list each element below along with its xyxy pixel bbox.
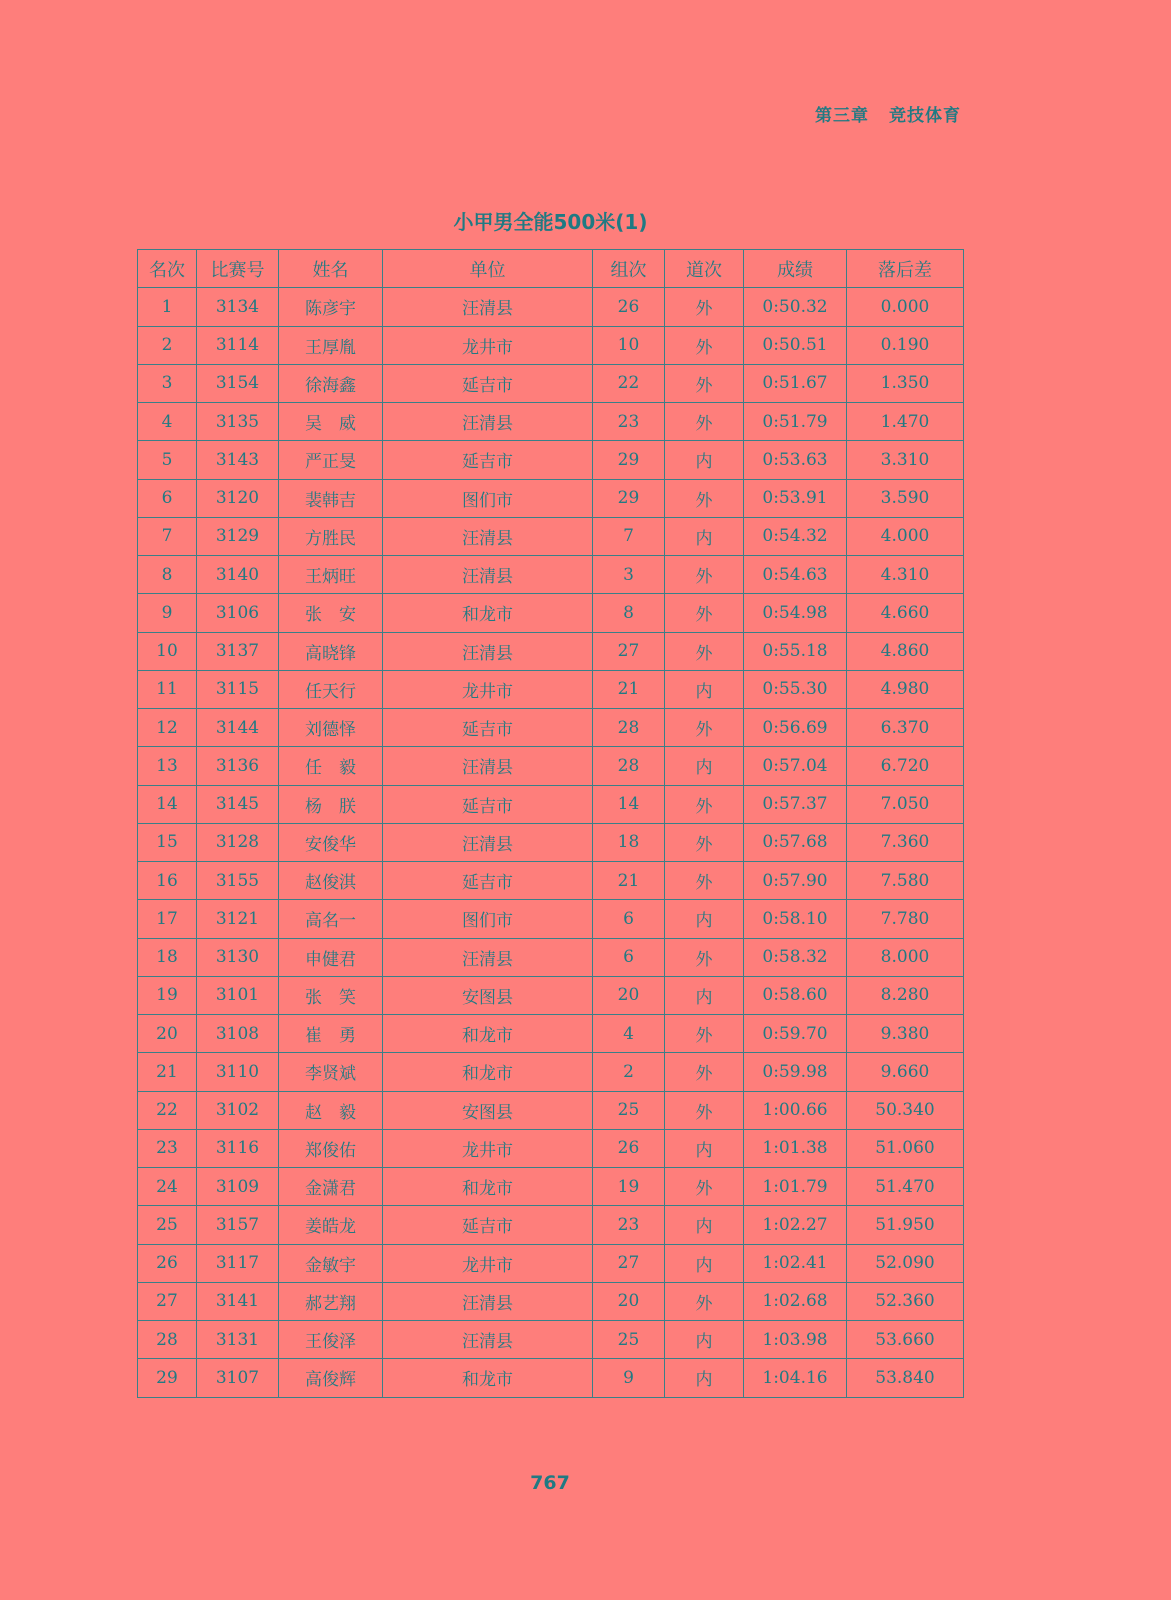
group-cell: 25 xyxy=(593,1091,665,1129)
group-cell: 20 xyxy=(593,1282,665,1320)
gap-cell: 9.660 xyxy=(847,1053,964,1091)
result-cell: 0:58.32 xyxy=(744,938,847,976)
name-cell: 方胜民 xyxy=(279,517,383,555)
unit-cell: 龙井市 xyxy=(383,326,593,364)
name-header: 姓名 xyxy=(279,250,383,288)
table-row xyxy=(138,938,964,976)
result-cell: 0:50.32 xyxy=(744,288,847,326)
unit-cell: 龙井市 xyxy=(383,1129,593,1167)
gap-cell: 51.950 xyxy=(847,1206,964,1244)
lane-cell: 外 xyxy=(665,1091,744,1129)
table-row xyxy=(138,403,964,441)
unit-cell: 和龙市 xyxy=(383,594,593,632)
rank-cell: 24 xyxy=(138,1168,197,1206)
name-cell: 王厚胤 xyxy=(279,326,383,364)
group-cell: 18 xyxy=(593,823,665,861)
gap-cell: 8.000 xyxy=(847,938,964,976)
gap-cell: 7.580 xyxy=(847,862,964,900)
race-number-cell: 3141 xyxy=(197,1282,279,1320)
gap-cell: 8.280 xyxy=(847,976,964,1014)
table-row xyxy=(138,1015,964,1053)
rank-cell: 20 xyxy=(138,1015,197,1053)
result-cell: 0:56.69 xyxy=(744,709,847,747)
race-number-cell: 3109 xyxy=(197,1168,279,1206)
rank-cell: 22 xyxy=(138,1091,197,1129)
unit-cell: 和龙市 xyxy=(383,1168,593,1206)
group-cell: 29 xyxy=(593,441,665,479)
result-cell: 0:57.68 xyxy=(744,823,847,861)
unit-cell: 汪清县 xyxy=(383,823,593,861)
gap-cell: 4.860 xyxy=(847,632,964,670)
race-number-cell: 3110 xyxy=(197,1053,279,1091)
lane-header: 道次 xyxy=(665,250,744,288)
lane-cell: 内 xyxy=(665,517,744,555)
lane-cell: 外 xyxy=(665,556,744,594)
race-number-cell: 3134 xyxy=(197,288,279,326)
lane-cell: 内 xyxy=(665,670,744,708)
result-cell: 0:51.79 xyxy=(744,403,847,441)
unit-cell: 汪清县 xyxy=(383,747,593,785)
group-cell: 26 xyxy=(593,1129,665,1167)
group-cell: 27 xyxy=(593,1244,665,1282)
name-cell: 王俊泽 xyxy=(279,1321,383,1359)
unit-cell: 汪清县 xyxy=(383,556,593,594)
name-cell: 吴 威 xyxy=(279,403,383,441)
table-row xyxy=(138,862,964,900)
table-row xyxy=(138,1206,964,1244)
lane-cell: 外 xyxy=(665,288,744,326)
race-number-cell: 3154 xyxy=(197,364,279,402)
results-table xyxy=(137,249,964,1398)
name-cell: 郝艺翔 xyxy=(279,1282,383,1320)
gap-cell: 53.660 xyxy=(847,1321,964,1359)
rank-cell: 6 xyxy=(138,479,197,517)
group-cell: 8 xyxy=(593,594,665,632)
lane-cell: 外 xyxy=(665,785,744,823)
group-cell: 28 xyxy=(593,709,665,747)
race-number-cell: 3117 xyxy=(197,1244,279,1282)
group-cell: 9 xyxy=(593,1359,665,1397)
unit-cell: 安图县 xyxy=(383,1091,593,1129)
unit-cell: 汪清县 xyxy=(383,1282,593,1320)
rank-cell: 11 xyxy=(138,670,197,708)
group-cell: 10 xyxy=(593,326,665,364)
name-cell: 高俊辉 xyxy=(279,1359,383,1397)
rank-cell: 23 xyxy=(138,1129,197,1167)
rank-cell: 4 xyxy=(138,403,197,441)
result-cell: 0:54.98 xyxy=(744,594,847,632)
group-cell: 3 xyxy=(593,556,665,594)
table-row xyxy=(138,517,964,555)
name-cell: 严正旻 xyxy=(279,441,383,479)
unit-cell: 龙井市 xyxy=(383,670,593,708)
name-cell: 陈彦宇 xyxy=(279,288,383,326)
header-row xyxy=(138,250,964,288)
unit-cell: 汪清县 xyxy=(383,1321,593,1359)
race-number-cell: 3137 xyxy=(197,632,279,670)
race-number-cell: 3128 xyxy=(197,823,279,861)
result-cell: 0:54.63 xyxy=(744,556,847,594)
lane-cell: 外 xyxy=(665,823,744,861)
rank-cell: 13 xyxy=(138,747,197,785)
rank-cell: 5 xyxy=(138,441,197,479)
unit-cell: 延吉市 xyxy=(383,785,593,823)
lane-cell: 内 xyxy=(665,441,744,479)
result-header: 成绩 xyxy=(744,250,847,288)
table-row xyxy=(138,288,964,326)
rank-cell: 1 xyxy=(138,288,197,326)
rank-cell: 29 xyxy=(138,1359,197,1397)
table-row xyxy=(138,976,964,1014)
table-row xyxy=(138,632,964,670)
lane-cell: 内 xyxy=(665,1359,744,1397)
race-number-cell: 3145 xyxy=(197,785,279,823)
group-cell: 29 xyxy=(593,479,665,517)
table-row xyxy=(138,747,964,785)
race-number-cell: 3101 xyxy=(197,976,279,1014)
result-cell: 0:50.51 xyxy=(744,326,847,364)
name-cell: 申健君 xyxy=(279,938,383,976)
name-cell: 郑俊佑 xyxy=(279,1129,383,1167)
gap-cell: 51.470 xyxy=(847,1168,964,1206)
name-cell: 裴韩吉 xyxy=(279,479,383,517)
table-row xyxy=(138,1244,964,1282)
lane-cell: 内 xyxy=(665,747,744,785)
group-cell: 4 xyxy=(593,1015,665,1053)
group-cell: 14 xyxy=(593,785,665,823)
name-cell: 金潇君 xyxy=(279,1168,383,1206)
result-cell: 0:53.63 xyxy=(744,441,847,479)
name-cell: 张 安 xyxy=(279,594,383,632)
group-cell: 7 xyxy=(593,517,665,555)
gap-cell: 51.060 xyxy=(847,1129,964,1167)
result-cell: 0:59.70 xyxy=(744,1015,847,1053)
table-row xyxy=(138,594,964,632)
rank-cell: 18 xyxy=(138,938,197,976)
lane-cell: 内 xyxy=(665,1244,744,1282)
result-cell: 0:55.30 xyxy=(744,670,847,708)
table-row xyxy=(138,900,964,938)
group-header: 组次 xyxy=(593,250,665,288)
result-cell: 0:57.90 xyxy=(744,862,847,900)
race-number-cell: 3129 xyxy=(197,517,279,555)
page-number: 767 xyxy=(530,1472,570,1494)
lane-cell: 外 xyxy=(665,594,744,632)
table-row xyxy=(138,1282,964,1320)
result-cell: 0:57.37 xyxy=(744,785,847,823)
race-number-cell: 3131 xyxy=(197,1321,279,1359)
gap-header: 落后差 xyxy=(847,250,964,288)
rank-cell: 7 xyxy=(138,517,197,555)
result-cell: 0:51.67 xyxy=(744,364,847,402)
result-cell: 0:58.10 xyxy=(744,900,847,938)
race-number-cell: 3102 xyxy=(197,1091,279,1129)
gap-cell: 6.720 xyxy=(847,747,964,785)
lane-cell: 外 xyxy=(665,1053,744,1091)
lane-cell: 内 xyxy=(665,1129,744,1167)
result-cell: 1:01.38 xyxy=(744,1129,847,1167)
rank-cell: 27 xyxy=(138,1282,197,1320)
table-row xyxy=(138,1129,964,1167)
gap-cell: 6.370 xyxy=(847,709,964,747)
name-cell: 杨 朕 xyxy=(279,785,383,823)
lane-cell: 内 xyxy=(665,1321,744,1359)
race-number-cell: 3107 xyxy=(197,1359,279,1397)
name-cell: 刘德怿 xyxy=(279,709,383,747)
table-row xyxy=(138,823,964,861)
group-cell: 20 xyxy=(593,976,665,1014)
table-row xyxy=(138,556,964,594)
table-row xyxy=(138,1091,964,1129)
group-cell: 6 xyxy=(593,938,665,976)
name-cell: 任天行 xyxy=(279,670,383,708)
rank-cell: 3 xyxy=(138,364,197,402)
group-cell: 28 xyxy=(593,747,665,785)
name-cell: 赵俊淇 xyxy=(279,862,383,900)
rank-cell: 21 xyxy=(138,1053,197,1091)
table-row xyxy=(138,1168,964,1206)
rank-cell: 10 xyxy=(138,632,197,670)
gap-cell: 9.380 xyxy=(847,1015,964,1053)
name-cell: 高名一 xyxy=(279,900,383,938)
rank-cell: 16 xyxy=(138,862,197,900)
gap-cell: 4.980 xyxy=(847,670,964,708)
lane-cell: 外 xyxy=(665,479,744,517)
unit-cell: 延吉市 xyxy=(383,862,593,900)
group-cell: 2 xyxy=(593,1053,665,1091)
gap-cell: 1.470 xyxy=(847,403,964,441)
race-number-cell: 3140 xyxy=(197,556,279,594)
table-row xyxy=(138,441,964,479)
gap-cell: 4.660 xyxy=(847,594,964,632)
running-head xyxy=(815,101,961,126)
gap-cell: 52.360 xyxy=(847,1282,964,1320)
gap-cell: 50.340 xyxy=(847,1091,964,1129)
lane-cell: 外 xyxy=(665,1168,744,1206)
result-cell: 0:59.98 xyxy=(744,1053,847,1091)
group-cell: 23 xyxy=(593,1206,665,1244)
race-number-cell: 3135 xyxy=(197,403,279,441)
table-title: 小甲男全能500米(1) xyxy=(453,210,648,234)
lane-cell: 内 xyxy=(665,976,744,1014)
table-row xyxy=(138,1053,964,1091)
race-number-cell: 3121 xyxy=(197,900,279,938)
chapter-label: 第三章 xyxy=(815,106,869,126)
rank-cell: 25 xyxy=(138,1206,197,1244)
rank-header: 名次 xyxy=(138,250,197,288)
table-row xyxy=(138,326,964,364)
rank-cell: 8 xyxy=(138,556,197,594)
gap-cell: 52.090 xyxy=(847,1244,964,1282)
group-cell: 26 xyxy=(593,288,665,326)
group-cell: 6 xyxy=(593,900,665,938)
unit-cell: 延吉市 xyxy=(383,1206,593,1244)
unit-cell: 延吉市 xyxy=(383,709,593,747)
gap-cell: 1.350 xyxy=(847,364,964,402)
lane-cell: 外 xyxy=(665,938,744,976)
result-cell: 1:01.79 xyxy=(744,1168,847,1206)
result-cell: 0:54.32 xyxy=(744,517,847,555)
table-row xyxy=(138,1321,964,1359)
result-cell: 1:00.66 xyxy=(744,1091,847,1129)
lane-cell: 外 xyxy=(665,862,744,900)
unit-cell: 和龙市 xyxy=(383,1015,593,1053)
name-cell: 高晓锋 xyxy=(279,632,383,670)
race-number-header: 比赛号 xyxy=(197,250,279,288)
rank-cell: 9 xyxy=(138,594,197,632)
unit-cell: 和龙市 xyxy=(383,1053,593,1091)
gap-cell: 7.780 xyxy=(847,900,964,938)
rank-cell: 12 xyxy=(138,709,197,747)
result-cell: 1:04.16 xyxy=(744,1359,847,1397)
name-cell: 姜皓龙 xyxy=(279,1206,383,1244)
result-cell: 1:03.98 xyxy=(744,1321,847,1359)
unit-cell: 安图县 xyxy=(383,976,593,1014)
gap-cell: 7.050 xyxy=(847,785,964,823)
name-cell: 崔 勇 xyxy=(279,1015,383,1053)
name-cell: 赵 毅 xyxy=(279,1091,383,1129)
race-number-cell: 3120 xyxy=(197,479,279,517)
lane-cell: 外 xyxy=(665,1282,744,1320)
table-row xyxy=(138,785,964,823)
result-cell: 1:02.41 xyxy=(744,1244,847,1282)
lane-cell: 外 xyxy=(665,709,744,747)
rank-cell: 26 xyxy=(138,1244,197,1282)
race-number-cell: 3155 xyxy=(197,862,279,900)
race-number-cell: 3130 xyxy=(197,938,279,976)
group-cell: 25 xyxy=(593,1321,665,1359)
lane-cell: 外 xyxy=(665,1015,744,1053)
lane-cell: 外 xyxy=(665,403,744,441)
table-row xyxy=(138,364,964,402)
name-cell: 张 笑 xyxy=(279,976,383,1014)
table-row xyxy=(138,479,964,517)
gap-cell: 0.000 xyxy=(847,288,964,326)
rank-cell: 15 xyxy=(138,823,197,861)
gap-cell: 7.360 xyxy=(847,823,964,861)
race-number-cell: 3108 xyxy=(197,1015,279,1053)
lane-cell: 内 xyxy=(665,900,744,938)
unit-cell: 图们市 xyxy=(383,900,593,938)
unit-cell: 延吉市 xyxy=(383,441,593,479)
result-cell: 0:53.91 xyxy=(744,479,847,517)
result-cell: 0:57.04 xyxy=(744,747,847,785)
lane-cell: 外 xyxy=(665,632,744,670)
result-cell: 0:58.60 xyxy=(744,976,847,1014)
name-cell: 李贤斌 xyxy=(279,1053,383,1091)
name-cell: 徐海鑫 xyxy=(279,364,383,402)
lane-cell: 外 xyxy=(665,326,744,364)
gap-cell: 3.590 xyxy=(847,479,964,517)
race-number-cell: 3116 xyxy=(197,1129,279,1167)
name-cell: 王炳旺 xyxy=(279,556,383,594)
name-cell: 任 毅 xyxy=(279,747,383,785)
result-cell: 1:02.27 xyxy=(744,1206,847,1244)
race-number-cell: 3136 xyxy=(197,747,279,785)
table-row xyxy=(138,1359,964,1397)
rank-cell: 17 xyxy=(138,900,197,938)
rank-cell: 2 xyxy=(138,326,197,364)
name-cell: 安俊华 xyxy=(279,823,383,861)
name-cell: 金敏宇 xyxy=(279,1244,383,1282)
group-cell: 22 xyxy=(593,364,665,402)
result-cell: 1:02.68 xyxy=(744,1282,847,1320)
gap-cell: 4.310 xyxy=(847,556,964,594)
unit-cell: 汪清县 xyxy=(383,632,593,670)
unit-cell: 汪清县 xyxy=(383,517,593,555)
unit-header: 单位 xyxy=(383,250,593,288)
unit-cell: 延吉市 xyxy=(383,364,593,402)
group-cell: 19 xyxy=(593,1168,665,1206)
table-row xyxy=(138,709,964,747)
gap-cell: 53.840 xyxy=(847,1359,964,1397)
lane-cell: 内 xyxy=(665,1206,744,1244)
unit-cell: 龙井市 xyxy=(383,1244,593,1282)
race-number-cell: 3114 xyxy=(197,326,279,364)
race-number-cell: 3143 xyxy=(197,441,279,479)
unit-cell: 汪清县 xyxy=(383,403,593,441)
section-label: 竞技体育 xyxy=(889,106,961,126)
group-cell: 21 xyxy=(593,670,665,708)
rank-cell: 14 xyxy=(138,785,197,823)
unit-cell: 汪清县 xyxy=(383,288,593,326)
rank-cell: 28 xyxy=(138,1321,197,1359)
result-cell: 0:55.18 xyxy=(744,632,847,670)
group-cell: 23 xyxy=(593,403,665,441)
race-number-cell: 3144 xyxy=(197,709,279,747)
race-number-cell: 3106 xyxy=(197,594,279,632)
rank-cell: 19 xyxy=(138,976,197,1014)
group-cell: 27 xyxy=(593,632,665,670)
unit-cell: 图们市 xyxy=(383,479,593,517)
table-body xyxy=(138,288,964,1397)
gap-cell: 3.310 xyxy=(847,441,964,479)
unit-cell: 汪清县 xyxy=(383,938,593,976)
gap-cell: 0.190 xyxy=(847,326,964,364)
gap-cell: 4.000 xyxy=(847,517,964,555)
race-number-cell: 3115 xyxy=(197,670,279,708)
unit-cell: 和龙市 xyxy=(383,1359,593,1397)
group-cell: 21 xyxy=(593,862,665,900)
table-row xyxy=(138,670,964,708)
lane-cell: 外 xyxy=(665,364,744,402)
race-number-cell: 3157 xyxy=(197,1206,279,1244)
